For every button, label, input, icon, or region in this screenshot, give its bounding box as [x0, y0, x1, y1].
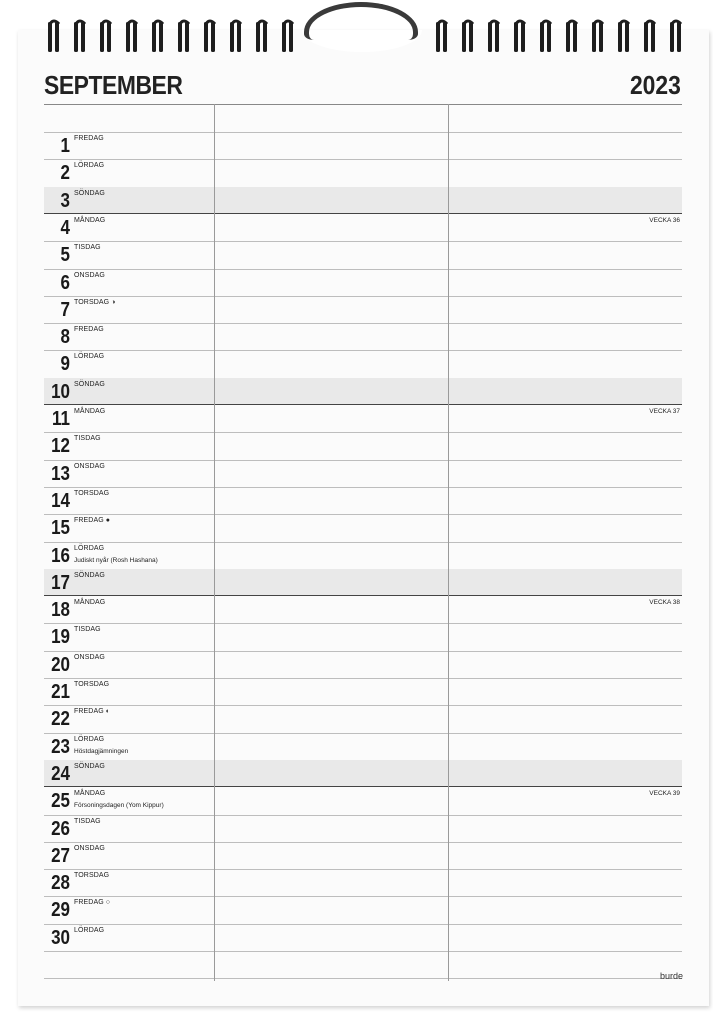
- day-number: 3: [60, 189, 70, 212]
- spiral-coil: [495, 22, 499, 52]
- day-name: [74, 408, 105, 415]
- spiral-coil-top: [672, 21, 681, 24]
- day-row[interactable]: [44, 159, 682, 186]
- spiral-coil: [185, 22, 189, 52]
- day-number: 16: [51, 544, 70, 567]
- day-number: 1: [60, 135, 70, 157]
- spiral-coil: [677, 22, 681, 52]
- day-name-label: SÖNDAG: [74, 189, 105, 197]
- day-name-label: ONSDAG: [74, 462, 105, 470]
- day-name-label: MÅNDAG: [74, 216, 106, 224]
- spiral-coil: [133, 22, 137, 52]
- day-row[interactable]: [44, 350, 682, 377]
- day-name: [74, 927, 104, 934]
- day-name-label: TORSDAG: [74, 872, 110, 880]
- day-number: 10: [51, 380, 70, 403]
- spiral-coil-top: [568, 21, 577, 24]
- day-number: 6: [60, 271, 70, 294]
- day-number: 29: [51, 899, 70, 922]
- row-divider: [44, 951, 682, 952]
- day-name-label: TORSDAG: [74, 489, 110, 497]
- day-row[interactable]: [44, 787, 682, 814]
- day-row[interactable]: [44, 241, 682, 268]
- day-name-label: FREDAG: [74, 899, 104, 907]
- spiral-coil: [159, 22, 163, 52]
- day-name-label: FREDAG: [74, 135, 104, 142]
- spiral-coil: [670, 22, 674, 52]
- week-number: VECKA 37: [649, 408, 680, 415]
- day-name-label: SÖNDAG: [74, 762, 105, 770]
- spiral-coil-top: [102, 21, 111, 24]
- spiral-coil: [469, 22, 473, 52]
- moon-phase-icon: ○: [105, 899, 111, 907]
- spiral-coil: [100, 22, 104, 52]
- spiral-coil: [48, 22, 52, 52]
- day-name: [74, 326, 104, 333]
- day-number: 11: [52, 408, 70, 430]
- day-name: [74, 736, 104, 743]
- day-name: [74, 572, 105, 579]
- day-row[interactable]: [44, 487, 682, 514]
- day-number: 12: [51, 435, 70, 458]
- day-number: 15: [51, 517, 70, 540]
- day-row[interactable]: [44, 460, 682, 487]
- day-name: [74, 708, 110, 715]
- column-divider: [214, 104, 215, 981]
- day-row[interactable]: [44, 269, 682, 296]
- spiral-coil: [625, 22, 629, 52]
- spiral-coil: [443, 22, 447, 52]
- day-row[interactable]: [44, 678, 682, 705]
- day-name-label: FREDAG: [74, 517, 104, 525]
- holiday-label: Höstdagjämningen: [74, 747, 129, 755]
- spiral-coil-top: [542, 21, 551, 24]
- day-name-label: FREDAG: [74, 708, 104, 716]
- day-row[interactable]: [44, 733, 682, 760]
- day-row[interactable]: [44, 323, 682, 350]
- day-row[interactable]: [44, 596, 682, 623]
- day-row[interactable]: [44, 405, 682, 432]
- day-row[interactable]: [44, 623, 682, 650]
- day-name-label: TISDAG: [74, 817, 101, 825]
- day-number: 4: [60, 216, 70, 239]
- moon-phase-icon: ●: [105, 517, 111, 525]
- day-name-label: LÖRDAG: [74, 353, 105, 361]
- spiral-coil: [126, 22, 130, 52]
- day-name-label: FREDAG: [74, 326, 104, 334]
- spiral-coil: [204, 22, 208, 52]
- column-divider: [448, 104, 449, 981]
- day-name: [74, 763, 105, 770]
- day-name-label: TISDAG: [74, 244, 101, 252]
- day-name: [74, 845, 105, 852]
- day-number: 14: [51, 489, 70, 512]
- spiral-coil-top: [646, 21, 655, 24]
- day-number: 27: [51, 844, 70, 867]
- spiral-coil: [237, 22, 241, 52]
- spiral-coil-top: [76, 21, 85, 24]
- day-row[interactable]: [44, 296, 682, 323]
- day-name-label: LÖRDAG: [74, 162, 105, 170]
- spiral-coil: [74, 22, 78, 52]
- day-name: [74, 545, 104, 552]
- day-name: [74, 681, 109, 688]
- day-number: 24: [51, 762, 70, 785]
- spiral-coil-top: [464, 21, 473, 24]
- day-number: 8: [60, 326, 70, 349]
- day-number: 23: [51, 735, 70, 758]
- brand-logo: burde: [659, 971, 683, 981]
- day-name: [74, 299, 116, 306]
- day-row[interactable]: [44, 705, 682, 732]
- day-number: 13: [51, 462, 70, 485]
- spiral-coil-top: [232, 21, 241, 24]
- day-name: [74, 244, 101, 251]
- spiral-coil: [107, 22, 111, 52]
- day-name: [74, 790, 105, 797]
- spiral-coil: [599, 22, 603, 52]
- week-number: VECKA 36: [649, 216, 680, 224]
- spiral-coil: [644, 22, 648, 52]
- day-row[interactable]: [44, 514, 682, 541]
- spiral-coil: [282, 22, 286, 52]
- grid-bottom-line: [44, 978, 682, 979]
- day-name-label: MÅNDAG: [74, 599, 106, 607]
- day-row[interactable]: [44, 187, 682, 214]
- day-row[interactable]: [44, 869, 682, 896]
- day-number: 30: [51, 926, 70, 949]
- holiday-label: Försoningsdagen (Yom Kippur): [74, 802, 164, 810]
- day-row[interactable]: [44, 132, 682, 159]
- day-row[interactable]: [44, 569, 682, 596]
- day-number: 2: [60, 162, 70, 185]
- day-name-label: LÖRDAG: [74, 544, 105, 552]
- day-name-label: MÅNDAG: [74, 408, 106, 415]
- spiral-coil-top: [438, 21, 447, 24]
- spiral-coil-top: [516, 21, 525, 24]
- day-name: [74, 626, 101, 633]
- spiral-coil-top: [128, 21, 137, 24]
- day-name-label: TISDAG: [74, 626, 101, 634]
- spiral-coil: [566, 22, 570, 52]
- spiral-coil: [521, 22, 525, 52]
- day-number: 25: [51, 790, 70, 813]
- day-name: [74, 190, 105, 197]
- spiral-coil-top: [284, 21, 293, 24]
- spiral-coil: [592, 22, 596, 52]
- spiral-coil: [263, 22, 267, 52]
- spiral-coil-top: [490, 21, 499, 24]
- spiral-coil: [178, 22, 182, 52]
- spiral-coil: [540, 22, 544, 52]
- spiral-coil-top: [620, 21, 629, 24]
- spiral-coil-top: [594, 21, 603, 24]
- day-name: [74, 353, 104, 360]
- day-name: [74, 490, 109, 497]
- spiral-coil: [152, 22, 156, 52]
- day-row[interactable]: [44, 896, 682, 923]
- day-row[interactable]: [44, 432, 682, 459]
- day-name: [74, 654, 105, 661]
- spiral-coil: [81, 22, 85, 52]
- day-number: 26: [51, 817, 70, 840]
- spiral-coil: [230, 22, 234, 52]
- day-name: [74, 872, 109, 879]
- day-row[interactable]: [44, 924, 682, 951]
- day-number: 18: [51, 599, 70, 622]
- week-number: VECKA 38: [649, 599, 680, 607]
- moon-phase-icon: ◑: [111, 298, 116, 306]
- day-name: [74, 162, 104, 169]
- spiral-coil: [573, 22, 577, 52]
- day-row[interactable]: [44, 542, 682, 569]
- day-name: [74, 517, 110, 524]
- day-row[interactable]: [44, 815, 682, 842]
- spiral-coil-top: [180, 21, 189, 24]
- spiral-coil: [462, 22, 466, 52]
- day-name: [74, 135, 104, 142]
- day-number: 5: [60, 244, 70, 267]
- spiral-coil: [256, 22, 260, 52]
- spiral-coil: [211, 22, 215, 52]
- spiral-coil: [488, 22, 492, 52]
- day-name: [74, 435, 101, 442]
- day-name: [74, 217, 105, 224]
- week-number: VECKA 39: [649, 790, 680, 798]
- day-name: [74, 381, 105, 388]
- spiral-coil: [547, 22, 551, 52]
- day-name-label: TORSDAG: [74, 298, 110, 306]
- day-name-label: ONSDAG: [74, 844, 105, 852]
- day-name-label: LÖRDAG: [74, 735, 105, 743]
- day-name-label: ONSDAG: [74, 653, 105, 661]
- spiral-binding: [0, 0, 713, 60]
- day-row[interactable]: [44, 760, 682, 787]
- grid-top-line: [44, 104, 682, 105]
- day-row[interactable]: [44, 842, 682, 869]
- spiral-coil: [289, 22, 293, 52]
- spiral-coil-top: [154, 21, 163, 24]
- day-name-label: ONSDAG: [74, 271, 105, 279]
- day-name-label: MÅNDAG: [74, 790, 106, 798]
- day-name-label: TORSDAG: [74, 681, 110, 688]
- spiral-coil: [618, 22, 622, 52]
- month-title: SEPTEMBER: [44, 70, 183, 100]
- day-number: 7: [60, 298, 70, 321]
- day-name: [74, 899, 110, 906]
- spiral-coil: [436, 22, 440, 52]
- day-name: [74, 818, 101, 825]
- spiral-coil: [651, 22, 655, 52]
- spiral-coil: [514, 22, 518, 52]
- day-number: 17: [51, 571, 70, 594]
- spiral-coil-top: [258, 21, 267, 24]
- day-number: 22: [51, 708, 70, 731]
- moon-phase-icon: ◐: [105, 708, 111, 716]
- day-number: 19: [51, 626, 70, 649]
- spiral-coil: [55, 22, 59, 52]
- day-row[interactable]: [44, 214, 682, 241]
- day-number: 9: [60, 353, 70, 376]
- spiral-coil-top: [206, 21, 215, 24]
- day-name-label: TISDAG: [74, 435, 101, 443]
- day-name: [74, 599, 105, 606]
- holiday-label: Judiskt nyår (Rosh Hashana): [74, 556, 158, 564]
- day-row[interactable]: [44, 378, 682, 405]
- day-name-label: SÖNDAG: [74, 571, 105, 579]
- day-number: 20: [51, 653, 70, 676]
- day-name: [74, 272, 105, 279]
- day-name-label: LÖRDAG: [74, 926, 105, 934]
- year-title: 2023: [630, 70, 681, 100]
- day-row[interactable]: [44, 651, 682, 678]
- day-name: [74, 463, 105, 470]
- day-number: 28: [51, 872, 70, 895]
- spiral-coil-top: [50, 21, 59, 24]
- calendar-grid: [44, 104, 682, 981]
- day-name-label: SÖNDAG: [74, 380, 105, 388]
- day-number: 21: [51, 681, 70, 703]
